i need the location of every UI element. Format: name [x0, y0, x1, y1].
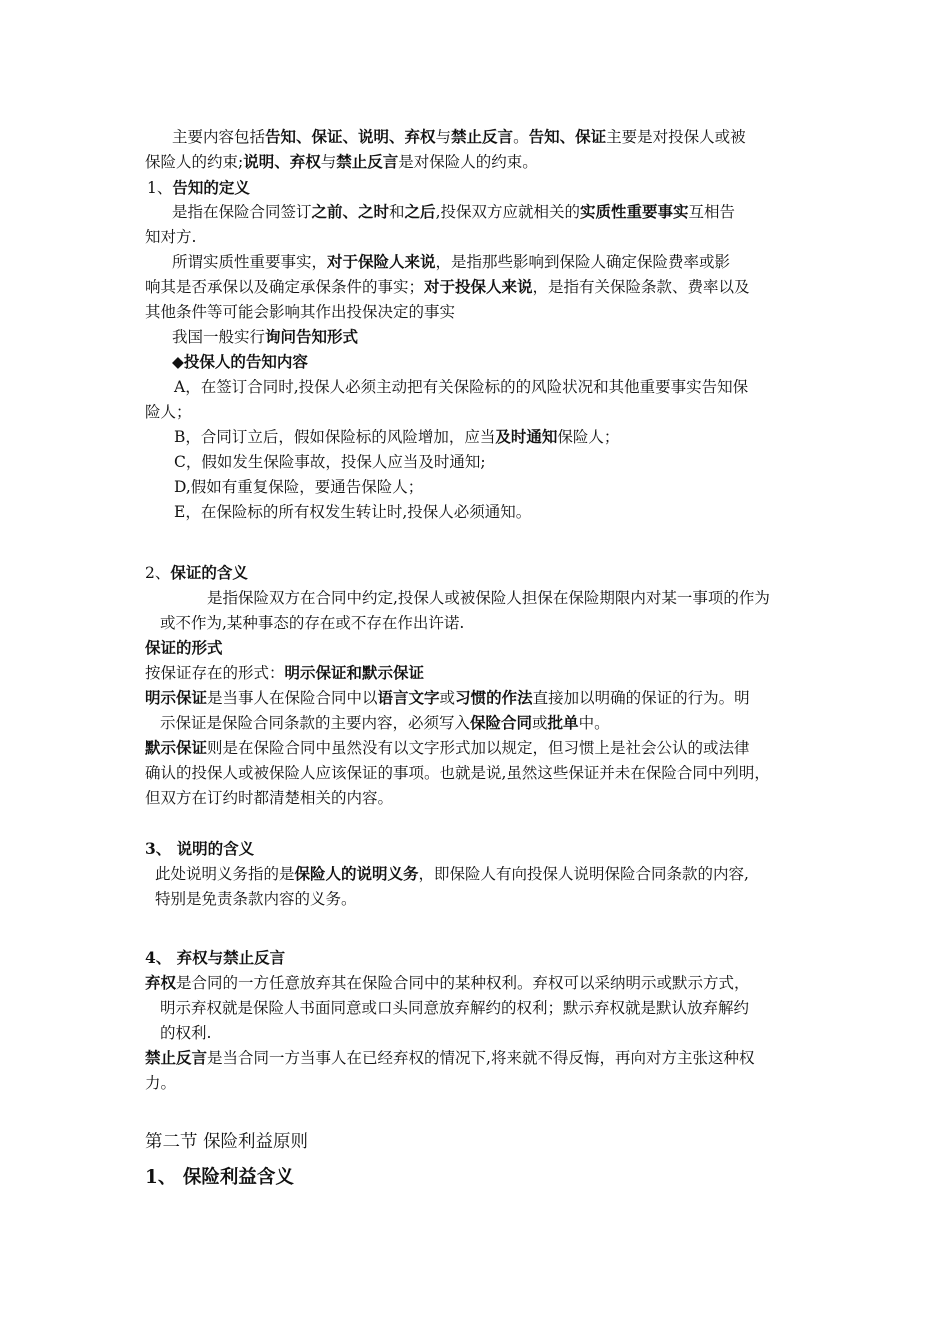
text: 示保证是保险合同条款的主要内容，必须写入 [160, 714, 471, 732]
text: 知对方. [145, 228, 197, 246]
warranty-def-line-2 [160, 613, 464, 633]
intro-line-2 [145, 152, 538, 172]
bold-text: 明示保证和默示保证 [284, 663, 425, 682]
text: 所谓实质性重要事实， [172, 253, 328, 271]
text: 或 [532, 714, 548, 732]
bold-text: 禁止反言 [451, 127, 514, 146]
text: 我国一般实行 [172, 328, 266, 346]
waiver-line-1 [145, 973, 750, 993]
bold-text: 及时通知 [495, 427, 558, 446]
bold-text: 保证的含义 [170, 563, 248, 582]
bold-text: 明示保证 [145, 688, 208, 707]
bold-text: 对于投保人来说 [424, 277, 533, 296]
text: 是指在保险合同签订 [172, 203, 312, 221]
text: A，在签订合同时,投保人必须主动把有关保险标的的风险状况和其他重要事实告知保 [174, 378, 749, 396]
material-line-3 [145, 302, 455, 322]
text: 明示弃权就是保险人书面同意或口头同意放弃解约的权利；默示弃权就是默认放弃解约 [160, 999, 750, 1017]
bold-text: 默示保证 [145, 738, 208, 757]
text: E，在保险标的所有权发生转让时,投保人必须通知。 [174, 503, 532, 521]
material-line-1 [172, 252, 730, 272]
text: 此处说明义务指的是 [155, 865, 295, 883]
text: 。 [513, 128, 529, 146]
heading-1 [147, 178, 250, 198]
text: 2、 [145, 564, 171, 582]
item-b [174, 427, 619, 447]
bold-text: 批单 [547, 713, 579, 732]
bold-text: 询问告知形式 [265, 327, 359, 346]
bold-text: 1、 保险利益含义 [145, 1167, 294, 1188]
text: 是当合同一方当事人在已经弃权的情况下,将来就不得反悔，再向对方主张这种权 [207, 1049, 755, 1067]
text: 保险人； [557, 428, 620, 446]
waiver-line-2 [160, 998, 749, 1018]
text: 则是在保险合同中虽然没有以文字形式加以规定，但习惯上是社会公认的或法律 [207, 739, 750, 757]
text: 与 [435, 128, 452, 146]
def-line-1 [172, 202, 735, 222]
express-line-2 [160, 713, 610, 733]
estoppel-line-2 [145, 1073, 176, 1093]
item-c [174, 452, 486, 472]
heading-4 [145, 948, 285, 968]
warranty-def-line-1 [207, 588, 770, 608]
explain-line-1 [155, 864, 749, 884]
inquiry-line [172, 327, 358, 347]
text: 与 [320, 153, 337, 171]
bold-text: 保险合同 [470, 713, 533, 732]
bold-text: 禁止反言 [145, 1048, 208, 1067]
text: 和 [389, 203, 405, 221]
bold-text: 告知、保证 [528, 127, 607, 146]
bold-text: 弃权 [145, 973, 177, 992]
bold-text: 禁止反言 [336, 152, 399, 171]
bold-text: 告知、保证、说明、弃权 [265, 127, 436, 146]
text: 的权利. [160, 1024, 212, 1042]
text: 1、 [147, 179, 173, 197]
heading-3 [145, 839, 254, 859]
bold-text: 3、 说明的含义 [145, 839, 255, 858]
express-line-1 [145, 688, 750, 708]
text: D,假如有重复保险，要通告保险人； [174, 478, 424, 496]
implied-line-1 [145, 738, 750, 758]
text: 是对保险人的约束。 [398, 153, 538, 171]
bold-text: ◆投保人的告知内容 [172, 352, 308, 371]
bold-text: 对于保险人来说 [327, 252, 436, 271]
explain-line-2 [155, 889, 357, 909]
text: 主要是对投保人或被 [606, 128, 746, 146]
text: 保险人的约束; [145, 153, 244, 171]
section-heading-1 [145, 1165, 294, 1191]
intro-line-1 [172, 127, 746, 147]
text: 或不作为,某种事态的存在或不存在作出许诺. [160, 614, 465, 632]
implied-line-3 [145, 788, 393, 808]
text: 按保证存在的形式： [145, 664, 285, 682]
text: 主要内容包括 [172, 128, 266, 146]
def-line-2 [145, 227, 196, 247]
text: ，是指那些影响到保险人确定保险费率或影 [435, 253, 731, 271]
text: 是合同的一方任意放弃其在保险合同中的某种权利。弃权可以采纳明示或默示方式， [176, 974, 750, 992]
waiver-line-3 [160, 1023, 211, 1043]
text: 是指保险双方在合同中约定,投保人或被保险人担保在保险期限内对某一事项的作为 [207, 589, 770, 607]
bold-text: 习惯的作法 [455, 688, 533, 707]
section-title [145, 1130, 308, 1154]
item-d [174, 477, 423, 497]
bold-text: 之前、之时 [311, 202, 390, 221]
text: 其他条件等可能会影响其作出投保决定的事实 [145, 303, 456, 321]
text: 互相告 [688, 203, 736, 221]
text: 第二节 保险利益原则 [145, 1132, 309, 1152]
item-a-line-1 [174, 377, 748, 397]
heading-2 [145, 563, 248, 583]
implied-line-2 [145, 763, 770, 783]
bold-text: 实质性重要事实 [580, 202, 689, 221]
bold-text: 4、 弃权与禁止反言 [145, 948, 286, 967]
text: 是当事人在保险合同中以 [207, 689, 378, 707]
estoppel-line-1 [145, 1048, 754, 1068]
text: 特别是免责条款内容的义务。 [155, 890, 357, 908]
warranty-form-line [145, 663, 424, 683]
text: ,投保双方应就相关的 [435, 203, 580, 221]
text: 直接加以明确的保证的行为。明 [532, 689, 750, 707]
notice-content-heading [172, 352, 308, 372]
item-a-line-2 [145, 402, 192, 422]
text: C，假如发生保险事故，投保人应当及时通知; [174, 453, 486, 471]
text: B，合同订立后，假如保险标的风险增加，应当 [174, 428, 496, 446]
text: 中。 [578, 714, 610, 732]
bold-text: 说明、弃权 [243, 152, 321, 171]
warranty-form-heading [145, 638, 223, 658]
bold-text: 语言文字 [377, 688, 440, 707]
text: 险人； [145, 403, 192, 421]
item-e [174, 502, 531, 522]
text: ，即保险人有向投保人说明保险合同条款的内容, [418, 865, 749, 883]
material-line-2 [145, 277, 750, 297]
text: 但双方在订约时都清楚相关的内容。 [145, 789, 394, 807]
text: ，是指有关保险条款、费率以及 [532, 278, 750, 296]
bold-text: 之后 [404, 202, 436, 221]
bold-text: 保证的形式 [145, 638, 223, 657]
text: 力。 [145, 1074, 177, 1092]
text: 或 [439, 689, 456, 707]
text: 确认的投保人或被保险人应该保证的事项。也就是说,虽然这些保证并未在保险合同中列明， [145, 764, 770, 782]
bold-text: 告知的定义 [172, 178, 250, 197]
text: 响其是否承保以及确定承保条件的事实； [145, 278, 425, 296]
bold-text: 保险人的说明义务 [294, 864, 419, 883]
